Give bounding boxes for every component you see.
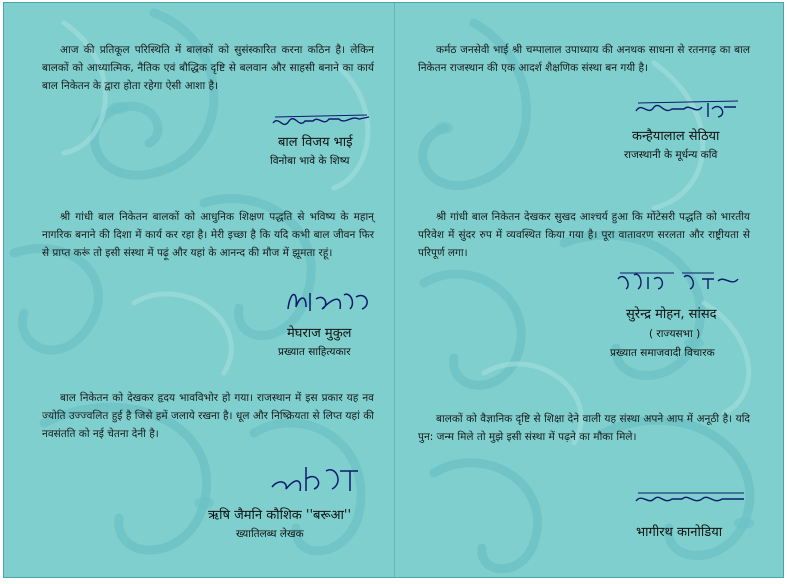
signature-meghraj-mukul [280,285,380,317]
document-page [3,2,784,578]
author-role: प्रख्यात समाजवादी विचारक [610,347,715,359]
signature-bhagirath-kanodia [632,487,750,511]
author-role: राजस्थानी के मूर्धन्य कवि [624,149,718,161]
author-role: प्रख्यात साहित्यकार [278,346,351,358]
testimonial-text: कर्मठ जनसेवी भाई श्री चम्पालाल उपाध्याय की अनथक साधना से रतनगढ़ का बाल निकेतन राजस्थान की एक आदर्श शैक्षणिक संस्था बन गयी है। [418,44,750,74]
right-testimonial-1 [418,41,750,77]
testimonial-text: श्री गांधी बाल निकेतन देखकर सुखद आश्चर्य हुआ कि मोंटेसरी पद्धति को भारतीय परिवेश में सुंदर रुप में व्यवस्थित किया गया है। पूरा वातावरण सरलता और राष्ट्रीयता से परिपूर्ण लगा। [418,211,750,259]
author-name: कन्हैयालाल सेठिया [632,129,720,144]
author-subtitle: ( राज्यसभा ) [649,328,701,340]
signature-bal-vijay-bhai [269,111,379,135]
left-testimonial-3 [42,389,374,443]
signature-kanhaiyalal-sethia [632,97,742,121]
left-testimonial-2 [42,208,374,262]
author-name: सुरेन्द्र मोहन, सांसद [626,307,717,322]
author-name: भागीरथ कानोडिया [636,525,723,540]
author-name: बाल विजय भाई [278,135,353,150]
testimonial-text: बाल निकेतन को देखकर हृदय भावविभोर हो गया। राजस्थान में इस प्रकार यह नव ज्योति उज्ज्वलित हुई है जिसे हमें जलाये रखना है। धूल और निष्क्रियता से लिप्त यहां की नवसंतति को नई चेतना देनी है। [42,392,374,440]
author-role: विनोबा भावे के शिष्य [270,155,350,167]
testimonial-text: आज की प्रतिकूल परिस्थिति में बालकों को सुसंस्कारित करना कठिन है। लेकिन बालकों को आध्यात्मिक, नैतिक एवं बौद्धिक दृष्टि से बलवान और साहसी बनाने का कार्य बाल निकेतन के द्वारा होता रहेगा ऐसी आशा है। [42,44,374,92]
signature-rishi-jaimini-kaushik [266,461,366,495]
author-name: ऋषि जैमनि कौशिक ''बरूआ'' [208,508,352,523]
right-testimonial-2 [418,208,750,262]
signature-surendra-mohan [614,267,744,293]
right-testimonial-3 [418,410,750,446]
left-testimonial-1 [42,41,374,95]
author-name: मेघराज मुकुल [287,326,352,341]
center-fold [394,3,395,577]
testimonial-text: श्री गांधी बाल निकेतन बालकों को आधुनिक शिक्षण पद्धति से भविष्य के महान् नागरिक बनाने की दिशा में कार्य कर रहा है। मेरी इच्छा है कि यदि कभी बाल जीवन फिर से प्राप्त करूं तो इसी संस्था में पढ़ूं और यहां के आनन्द की मौज में झूमता रहूं। [42,211,374,259]
testimonial-text: बालकों को वैज्ञानिक दृष्टि से शिक्षा देने वाली यह संस्था अपने आप में अनूठी है। यदि पुन: जन्म मिले तो मुझे इसी संस्था में पढ़ने का मौका मिले। [418,413,750,443]
author-role: ख्यातिलब्ध लेखक [236,528,304,540]
